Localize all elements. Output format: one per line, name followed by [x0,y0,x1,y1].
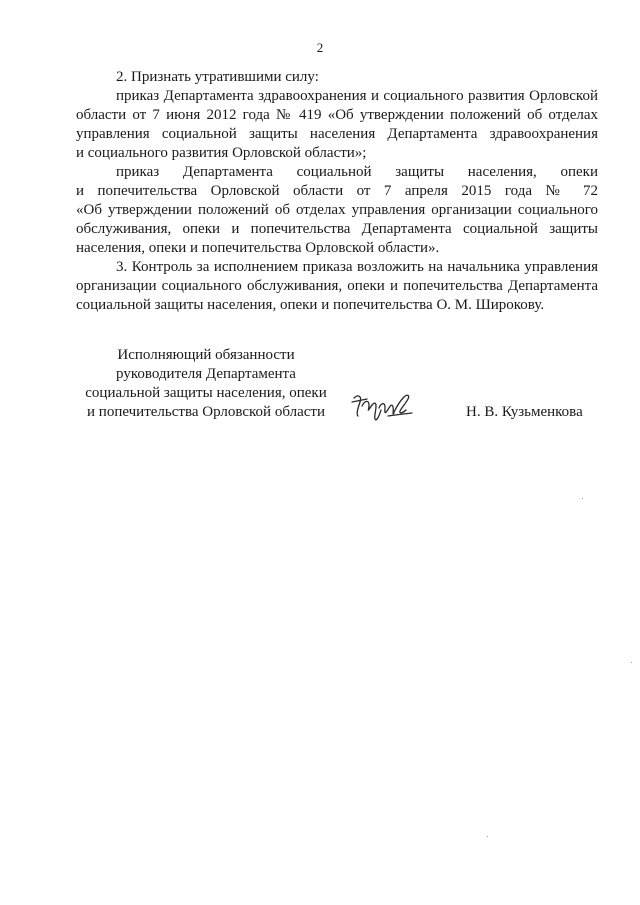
page-number: 2 [316,40,324,55]
order-2-line: приказ Департамента социальной защиты населения, опеки [116,164,598,180]
position-line: социальной защиты населения, опеки [85,385,327,401]
order-1-line: управления социальной защиты населения Департамента здравоохранения [76,126,598,142]
order-2-line: «Об утверждении положений об отделах управления организации социального [76,202,598,218]
item-2-paragraph [76,68,598,87]
item-3-paragraph [76,258,598,315]
signatory-position [76,346,336,422]
item-3-line: организации социального обслуживания, опеки и попечительства Департамента [76,278,598,294]
position-line: руководителя Департамента [116,366,296,382]
order-1-line: области от 7 июня 2012 года № 419 «Об утверждении положений об отделах [76,107,598,123]
position-line: и попечительства Орловской области [87,404,325,420]
revoked-order-2 [76,163,598,258]
order-1-line: и социального развития Орловской области»; [76,145,367,161]
order-1-line: приказ Департамента здравоохранения и социального развития Орловской [116,88,598,104]
item-3-line: социальной защиты населения, опеки и попечительства О. М. Широкову. [76,297,545,313]
revoked-order-1 [76,87,598,163]
item-2-heading: 2. Признать утратившими силу: [116,69,319,85]
order-2-line: и попечительства Орловской области от 7 апреля 2015 года № 72 [76,183,598,199]
item-3-line: 3. Контроль за исполнением приказа возложить на начальника управления [116,259,598,275]
scan-speck [631,662,632,663]
order-2-line: обслуживания, опеки и попечительства Департамента социальной защиты [76,221,598,237]
position-line: Исполняющий обязанности [117,347,295,363]
handwritten-signature [348,386,420,428]
scan-speck [487,836,488,837]
scan-speck [582,498,583,499]
signatory-name: Н. В. Кузьменкова [466,404,583,420]
order-2-line: населения, опеки и попечительства Орловской области». [76,240,440,256]
